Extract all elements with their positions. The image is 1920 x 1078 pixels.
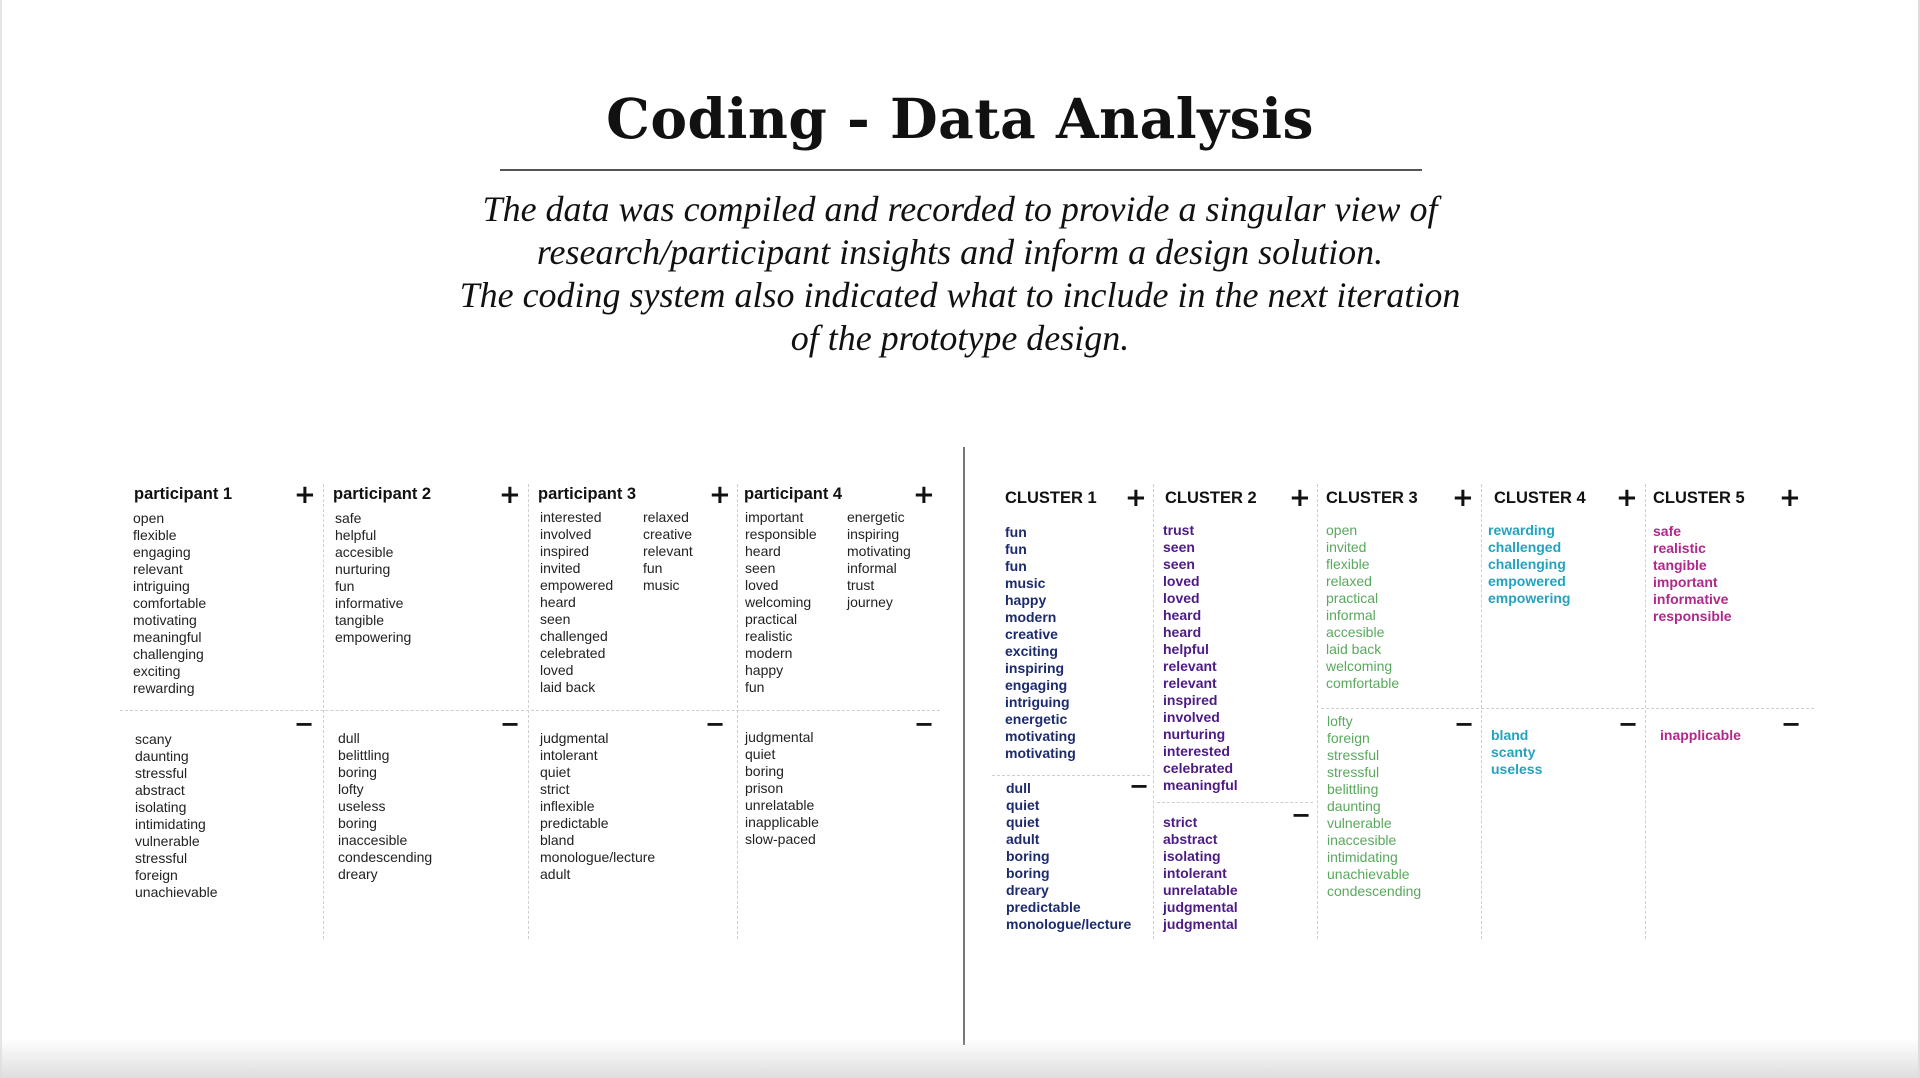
plus-icon: + xyxy=(913,480,935,510)
participant-4-negative-list xyxy=(745,729,819,848)
list-item: engaging xyxy=(133,544,191,560)
participant-1-positive-list xyxy=(133,510,206,697)
cluster-4-heading: CLUSTER 4 xyxy=(1494,489,1586,507)
list-item: realistic xyxy=(1653,540,1706,556)
list-item: motivating xyxy=(133,612,197,628)
list-item: seen xyxy=(540,611,571,627)
list-item: predictable xyxy=(540,815,609,831)
list-item: modern xyxy=(1005,609,1057,625)
list-item: seen xyxy=(745,560,776,576)
minus-icon: − xyxy=(294,710,315,738)
list-item: comfortable xyxy=(133,595,207,611)
list-item: interested xyxy=(540,509,602,525)
list-item: tangible xyxy=(335,612,385,628)
list-item: unachievable xyxy=(1327,866,1410,882)
cluster-4-positive-list xyxy=(1488,522,1570,607)
list-item: dull xyxy=(338,730,360,746)
minus-icon: − xyxy=(1618,710,1639,738)
list-item: fun xyxy=(1005,558,1027,574)
list-item: unrelatable xyxy=(745,797,815,813)
subtitle-line: The coding system also indicated what to include in the next iteration xyxy=(459,275,1461,315)
cluster-4-negative-list xyxy=(1491,727,1542,778)
list-item: trust xyxy=(1163,522,1195,538)
list-item: nurturing xyxy=(335,561,391,577)
list-item: fun xyxy=(1005,541,1027,557)
list-item: unrelatable xyxy=(1163,882,1238,898)
cluster-1-positive-list xyxy=(1005,524,1076,762)
list-item: stressful xyxy=(1327,764,1380,780)
cluster-2-negative-list xyxy=(1163,814,1238,933)
list-item: challenging xyxy=(1488,556,1566,572)
cluster-5-positive-list xyxy=(1653,523,1732,625)
plus-icon: + xyxy=(1289,483,1311,513)
list-item: heard xyxy=(745,543,781,559)
minus-icon: − xyxy=(1291,801,1312,829)
list-item: welcoming xyxy=(745,594,812,610)
list-item: responsible xyxy=(745,526,817,542)
list-item: quiet xyxy=(540,764,571,780)
list-item: quiet xyxy=(1006,814,1040,830)
list-item: fun xyxy=(643,560,663,576)
minus-icon: − xyxy=(1781,710,1802,738)
list-item: empowered xyxy=(540,577,614,593)
list-item: challenged xyxy=(1488,539,1562,555)
list-item: scanty xyxy=(1491,744,1536,760)
participant-2-positive-list xyxy=(335,510,411,646)
bottom-shadow xyxy=(0,1038,1920,1078)
list-item: involved xyxy=(540,526,592,542)
participant-3-heading: participant 3 xyxy=(538,485,637,503)
list-item: informative xyxy=(1653,591,1729,607)
participant-2-heading: participant 2 xyxy=(333,485,432,503)
list-item: inspired xyxy=(1163,692,1218,708)
list-item: important xyxy=(745,509,804,525)
list-item: stressful xyxy=(135,850,188,866)
list-item: intimidating xyxy=(135,816,206,832)
cluster-3-positive-list xyxy=(1326,522,1399,692)
list-item: engaging xyxy=(1005,677,1068,693)
list-item: adult xyxy=(1006,831,1040,847)
list-item: realistic xyxy=(745,628,793,644)
list-item: judgmental xyxy=(1163,899,1238,915)
list-item: empowering xyxy=(1488,590,1571,606)
plus-icon: + xyxy=(1125,483,1147,513)
list-item: inapplicable xyxy=(1660,727,1741,743)
column-divider xyxy=(737,484,738,939)
participant-4-heading: participant 4 xyxy=(744,485,843,503)
list-item: isolating xyxy=(135,799,187,815)
plus-icon: + xyxy=(499,480,521,510)
list-item: bland xyxy=(1491,727,1529,743)
list-item: relaxed xyxy=(643,509,689,525)
list-item: dreary xyxy=(338,866,378,882)
plus-icon: + xyxy=(294,480,316,510)
plus-icon: + xyxy=(1616,483,1638,513)
list-item: rewarding xyxy=(1488,522,1555,538)
list-item: informal xyxy=(847,560,897,576)
column-divider xyxy=(1645,484,1646,939)
list-item: celebrated xyxy=(540,645,606,661)
column-divider xyxy=(1317,484,1318,939)
cluster-5-negative-list xyxy=(1660,727,1741,744)
list-item: boring xyxy=(745,763,784,779)
subtitle-line: research/participant insights and inform a design solution. xyxy=(536,232,1384,272)
list-item: inspired xyxy=(540,543,590,559)
clusters-3-5-row-divider xyxy=(1321,708,1814,709)
list-item: belittling xyxy=(338,747,390,763)
list-item: invited xyxy=(1326,539,1367,555)
cluster-2-row-divider xyxy=(1157,802,1313,803)
list-item: motivating xyxy=(1005,728,1076,744)
minus-icon: − xyxy=(1454,710,1475,738)
list-item: useless xyxy=(1491,761,1543,777)
list-item: lofty xyxy=(1327,713,1353,729)
minus-icon: − xyxy=(914,710,935,738)
list-item: monologue/lecture xyxy=(540,849,656,865)
list-item: daunting xyxy=(135,748,189,764)
page-subtitle xyxy=(440,188,1480,360)
list-item: motivating xyxy=(1005,745,1076,761)
list-item: informal xyxy=(1326,607,1376,623)
list-item: involved xyxy=(1163,709,1220,725)
list-item: empowered xyxy=(1488,573,1566,589)
list-item: judgmental xyxy=(1163,916,1238,932)
list-item: relevant xyxy=(1163,675,1217,691)
list-item: informative xyxy=(335,595,404,611)
list-item: laid back xyxy=(540,679,596,695)
list-item: welcoming xyxy=(1326,658,1393,674)
list-item: tangible xyxy=(1653,557,1707,573)
list-item: accesible xyxy=(1326,624,1385,640)
column-divider xyxy=(323,484,324,939)
list-item: practical xyxy=(1326,590,1379,606)
list-item: judgmental xyxy=(745,729,814,745)
list-item: exciting xyxy=(1005,643,1058,659)
list-item: boring xyxy=(338,815,377,831)
list-item: monologue/lecture xyxy=(1006,916,1132,932)
list-item: responsible xyxy=(1653,608,1732,624)
list-item: vulnerable xyxy=(1327,815,1392,831)
title-underline xyxy=(500,169,1422,171)
list-item: rewarding xyxy=(133,680,195,696)
list-item: flexible xyxy=(133,527,177,543)
list-item: lofty xyxy=(338,781,364,797)
subtitle-line: The data was compiled and recorded to provide a singular view of xyxy=(482,189,1438,229)
list-item: challenged xyxy=(540,628,608,644)
list-item: quiet xyxy=(1006,797,1040,813)
list-item: intriguing xyxy=(133,578,190,594)
list-item: inaccesible xyxy=(338,832,408,848)
participant-2-negative-list xyxy=(338,730,432,883)
list-item: inapplicable xyxy=(745,814,819,830)
list-item: vulnerable xyxy=(135,833,200,849)
cluster-3-heading: CLUSTER 3 xyxy=(1326,489,1418,507)
list-item: dull xyxy=(1006,780,1031,796)
participant-4-positive-list-a xyxy=(745,509,817,696)
list-item: condescending xyxy=(1327,883,1422,899)
list-item: open xyxy=(133,510,165,526)
cluster-3-negative-list xyxy=(1327,713,1421,900)
list-item: relevant xyxy=(133,561,183,577)
list-item: stressful xyxy=(135,765,188,781)
column-divider xyxy=(1481,484,1482,939)
list-item: daunting xyxy=(1327,798,1381,814)
list-item: trust xyxy=(847,577,875,593)
participants-row-divider xyxy=(120,710,940,711)
list-item: inspiring xyxy=(1005,660,1065,676)
list-item: isolating xyxy=(1163,848,1221,864)
cluster-5-heading: CLUSTER 5 xyxy=(1653,489,1745,507)
cluster-1-row-divider xyxy=(992,775,1150,776)
list-item: nurturing xyxy=(1163,726,1226,742)
list-item: intolerant xyxy=(540,747,598,763)
participant-1-negative-list xyxy=(135,731,218,901)
list-item: music xyxy=(643,577,680,593)
list-item: creative xyxy=(643,526,693,542)
list-item: exciting xyxy=(133,663,181,679)
list-item: predictable xyxy=(1006,899,1081,915)
list-item: empowering xyxy=(335,629,412,645)
list-item: safe xyxy=(335,510,362,526)
list-item: inspiring xyxy=(847,526,900,542)
list-item: relevant xyxy=(643,543,693,559)
list-item: music xyxy=(1005,575,1046,591)
list-item: useless xyxy=(338,798,386,814)
list-item: creative xyxy=(1005,626,1058,642)
list-item: invited xyxy=(540,560,581,576)
list-item: energetic xyxy=(847,509,905,525)
list-item: inflexible xyxy=(540,798,595,814)
list-item: quiet xyxy=(745,746,776,762)
list-item: meaningful xyxy=(1163,777,1238,793)
list-item: heard xyxy=(540,594,576,610)
page-frame-left xyxy=(0,0,2,1078)
list-item: strict xyxy=(1163,814,1198,830)
list-item: fun xyxy=(335,578,355,594)
list-item: helpful xyxy=(335,527,377,543)
list-item: judgmental xyxy=(540,730,609,746)
list-item: motivating xyxy=(847,543,911,559)
list-item: open xyxy=(1326,522,1358,538)
cluster-1-negative-list xyxy=(1006,780,1131,933)
list-item: celebrated xyxy=(1163,760,1234,776)
list-item: loved xyxy=(745,577,779,593)
participant-4-positive-list-b xyxy=(847,509,911,611)
list-item: practical xyxy=(745,611,798,627)
list-item: relevant xyxy=(1163,658,1217,674)
column-divider xyxy=(528,484,529,939)
list-item: helpful xyxy=(1163,641,1209,657)
list-item: unachievable xyxy=(135,884,218,900)
list-item: safe xyxy=(1653,523,1682,539)
list-item: strict xyxy=(540,781,570,797)
list-item: stressful xyxy=(1327,747,1380,763)
list-item: loved xyxy=(1163,590,1200,606)
column-divider xyxy=(1153,484,1154,939)
list-item: interested xyxy=(1163,743,1230,759)
participant-1-heading: participant 1 xyxy=(134,485,233,503)
list-item: fun xyxy=(1005,524,1027,540)
list-item: dreary xyxy=(1006,882,1049,898)
plus-icon: + xyxy=(709,480,731,510)
plus-icon: + xyxy=(1779,483,1801,513)
participant-3-positive-list-b xyxy=(643,509,693,594)
section-divider xyxy=(963,447,965,1045)
list-item: accesible xyxy=(335,544,394,560)
list-item: inaccesible xyxy=(1327,832,1397,848)
list-item: happy xyxy=(745,662,784,678)
list-item: modern xyxy=(745,645,793,661)
list-item: abstract xyxy=(1163,831,1218,847)
list-item: seen xyxy=(1163,539,1195,555)
list-item: important xyxy=(1653,574,1718,590)
list-item: condescending xyxy=(338,849,433,865)
minus-icon: − xyxy=(1129,772,1150,800)
cluster-2-positive-list xyxy=(1163,522,1238,794)
list-item: loved xyxy=(540,662,574,678)
list-item: meaningful xyxy=(133,629,202,645)
list-item: intriguing xyxy=(1005,694,1070,710)
list-item: foreign xyxy=(135,867,178,883)
list-item: laid back xyxy=(1326,641,1382,657)
list-item: bland xyxy=(540,832,575,848)
list-item: boring xyxy=(1006,865,1050,881)
list-item: heard xyxy=(1163,624,1202,640)
subtitle-line: of the prototype design. xyxy=(790,318,1130,358)
plus-icon: + xyxy=(1452,483,1474,513)
list-item: adult xyxy=(540,866,571,882)
list-item: belittling xyxy=(1327,781,1379,797)
list-item: challenging xyxy=(133,646,204,662)
list-item: boring xyxy=(1006,848,1050,864)
participant-3-positive-list-a xyxy=(540,509,613,696)
list-item: happy xyxy=(1005,592,1047,608)
list-item: intimidating xyxy=(1327,849,1398,865)
list-item: relaxed xyxy=(1326,573,1372,589)
list-item: scany xyxy=(135,731,172,747)
list-item: heard xyxy=(1163,607,1202,623)
list-item: energetic xyxy=(1005,711,1068,727)
participant-3-negative-list xyxy=(540,730,655,883)
list-item: prison xyxy=(745,780,784,796)
list-item: boring xyxy=(338,764,377,780)
list-item: seen xyxy=(1163,556,1195,572)
list-item: intolerant xyxy=(1163,865,1227,881)
cluster-2-heading: CLUSTER 2 xyxy=(1165,489,1257,507)
list-item: comfortable xyxy=(1326,675,1400,691)
list-item: journey xyxy=(847,594,893,610)
list-item: flexible xyxy=(1326,556,1370,572)
minus-icon: − xyxy=(500,710,521,738)
list-item: slow-paced xyxy=(745,831,816,847)
list-item: fun xyxy=(745,679,765,695)
page-title: Coding - Data Analysis xyxy=(606,86,1314,151)
cluster-1-heading: CLUSTER 1 xyxy=(1005,489,1097,507)
list-item: foreign xyxy=(1327,730,1370,746)
list-item: abstract xyxy=(135,782,185,798)
list-item: loved xyxy=(1163,573,1200,589)
minus-icon: − xyxy=(705,710,726,738)
